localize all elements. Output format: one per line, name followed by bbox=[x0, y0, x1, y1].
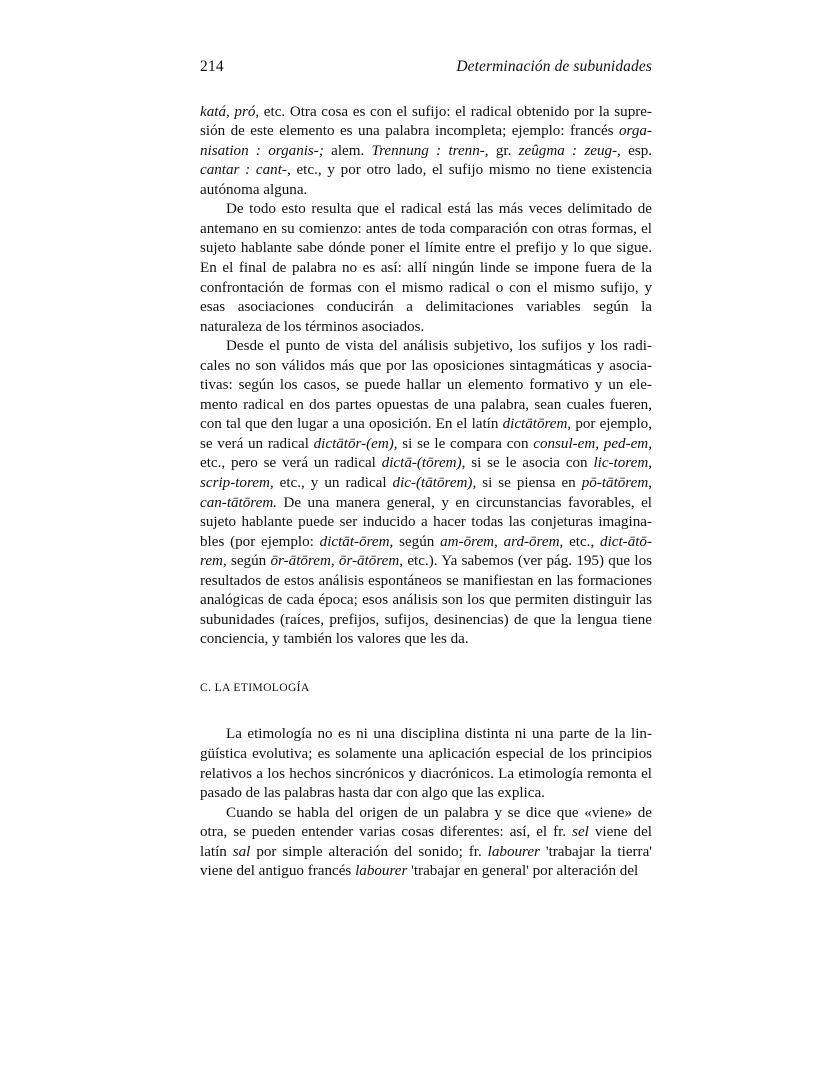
page-number: 214 bbox=[200, 58, 224, 75]
term-organisation: organisation : organis-; bbox=[200, 123, 652, 159]
section-heading-etimologia: C. LA ETIMOLOGÍA bbox=[200, 680, 310, 694]
term-dictator-em: dictātōr-(em), bbox=[313, 435, 398, 452]
term-labourer-2: labourer bbox=[355, 863, 408, 880]
term-dicta-torem: dictā-(tōrem), bbox=[381, 455, 466, 472]
term-sel: sel bbox=[572, 824, 589, 841]
term-labourer-1: labourer bbox=[487, 843, 540, 860]
term-dictatorem: dictātōrem, bbox=[502, 416, 572, 433]
paragraph-2: De todo esto resulta que el radical está las más veces delimitado de antemano en su comienzo: antes de toda comparación con otras formas, el sujeto hablante sabe dónde poner el límite entre el prefijo y lo que sigue. En el final de palabra no es así: allí ningún linde se impone fuera de la confrontación de formas con el mismo radical o con el mismo sufijo, y esas asociaciones conducirán a delimitaciones variables según la naturaleza de los términos asociados. bbox=[200, 201, 652, 335]
paragraph-1: katá, pró, etc. Otra cosa es con el sufijo: el radical obtenido por la supresión de este elemento es una palabra incompleta; ejemplo: francés organisation : organis-; alem. Trennung : trenn-, gr. zeûgma : zeug-, esp. cantar : cant-, etc., y por otro lado, el sufijo mismo no tiene existencia autónoma alguna. bbox=[200, 103, 653, 198]
term-or-atorem: ōr-ātōrem, ōr-ātōrem, bbox=[270, 553, 404, 570]
paragraph-5: Cuando se habla del origen de un palabra y se dice que «viene» de otra, se pueden entender varias cosas diferentes: así, el fr. sel viene del latín sal por simple alteración del sonido; fr. labourer 'trabajar la tierra' viene del antiguo francés labourer 'trabajar en general' por alteración del bbox=[200, 804, 652, 880]
term-dic-tatorem: dic-(tātōrem), bbox=[392, 474, 477, 491]
term-consul-em: consul-em, ped-em, bbox=[533, 435, 652, 452]
paragraph-4: La etimología no es ni una disciplina distinta ni una parte de la lingüística evolutiva; es solamente una aplicación especial de los principios relativos a los hechos sincrónicos y diacrónicos. La etimología remonta el pasado de las palabras hasta dar con algo que las explica. bbox=[200, 726, 652, 802]
running-head bbox=[200, 58, 652, 77]
body-text bbox=[200, 103, 652, 882]
page-content bbox=[200, 58, 652, 882]
term-lic-torem: lic-torem, scrip-torem, bbox=[200, 455, 652, 491]
term-sal: sal bbox=[232, 843, 251, 860]
term-zeugma: zeûgma : zeug-, bbox=[518, 142, 621, 159]
running-head-title: Determinación de subunidades bbox=[456, 58, 652, 75]
term-dict-atorem: dict-ātōrem, bbox=[200, 533, 653, 570]
term-po-tatorem: pō-tātōrem, can-tātōrem. bbox=[200, 474, 652, 511]
term-trennung: Trennung : trenn-, bbox=[371, 142, 489, 159]
term-dictat-orem: dictāt-ōrem, bbox=[319, 533, 394, 550]
term-cantar: cantar : cant-, bbox=[200, 162, 291, 179]
term-kata: katá, pró, bbox=[200, 103, 260, 120]
term-am-orem: am-ōrem, ard-ōrem, bbox=[440, 533, 564, 550]
paragraph-3: Desde el punto de vista del análisis subjetivo, los sufijos y los radicales no son válidos más que por las oposiciones sintagmáticas y asociativas: según los casos, se puede hallar un elemento formativo y un elemento radical en dos partes opuestas de una palabra, sean cuales fueren, con tal que den lugar a una oposición. En el latín dictātōrem, por ejemplo, se verá un radical dictātōr-(em), si se le compara con consul-em, ped-em, etc., pero se verá un radical dictā-(tōrem), si se le asocia con lic-torem, scrip-torem, etc., y un radical dic-(tātōrem), si se piensa en pō-tātōrem, can-tātōrem. De una manera general, y en circunstancias favorables, el sujeto hablante puede ser inducido a hacer todas las conjeturas imaginables (por ejemplo: dictāt-ōrem, según am-ōrem, ard-ōrem, etc., dict-ātōrem, según ōr-ātōrem, ōr-ātōrem, etc.). Ya sabemos (ver pág. 195) que los resultados de estos análisis espontáneos se manifiestan en las formaciones analógicas de cada época; esos análisis son los que permiten distinguir las subunidades (raíces, prefijos, sufijos, desinencias) de que la lengua tiene conciencia, y también los valores que les da. bbox=[200, 338, 653, 648]
